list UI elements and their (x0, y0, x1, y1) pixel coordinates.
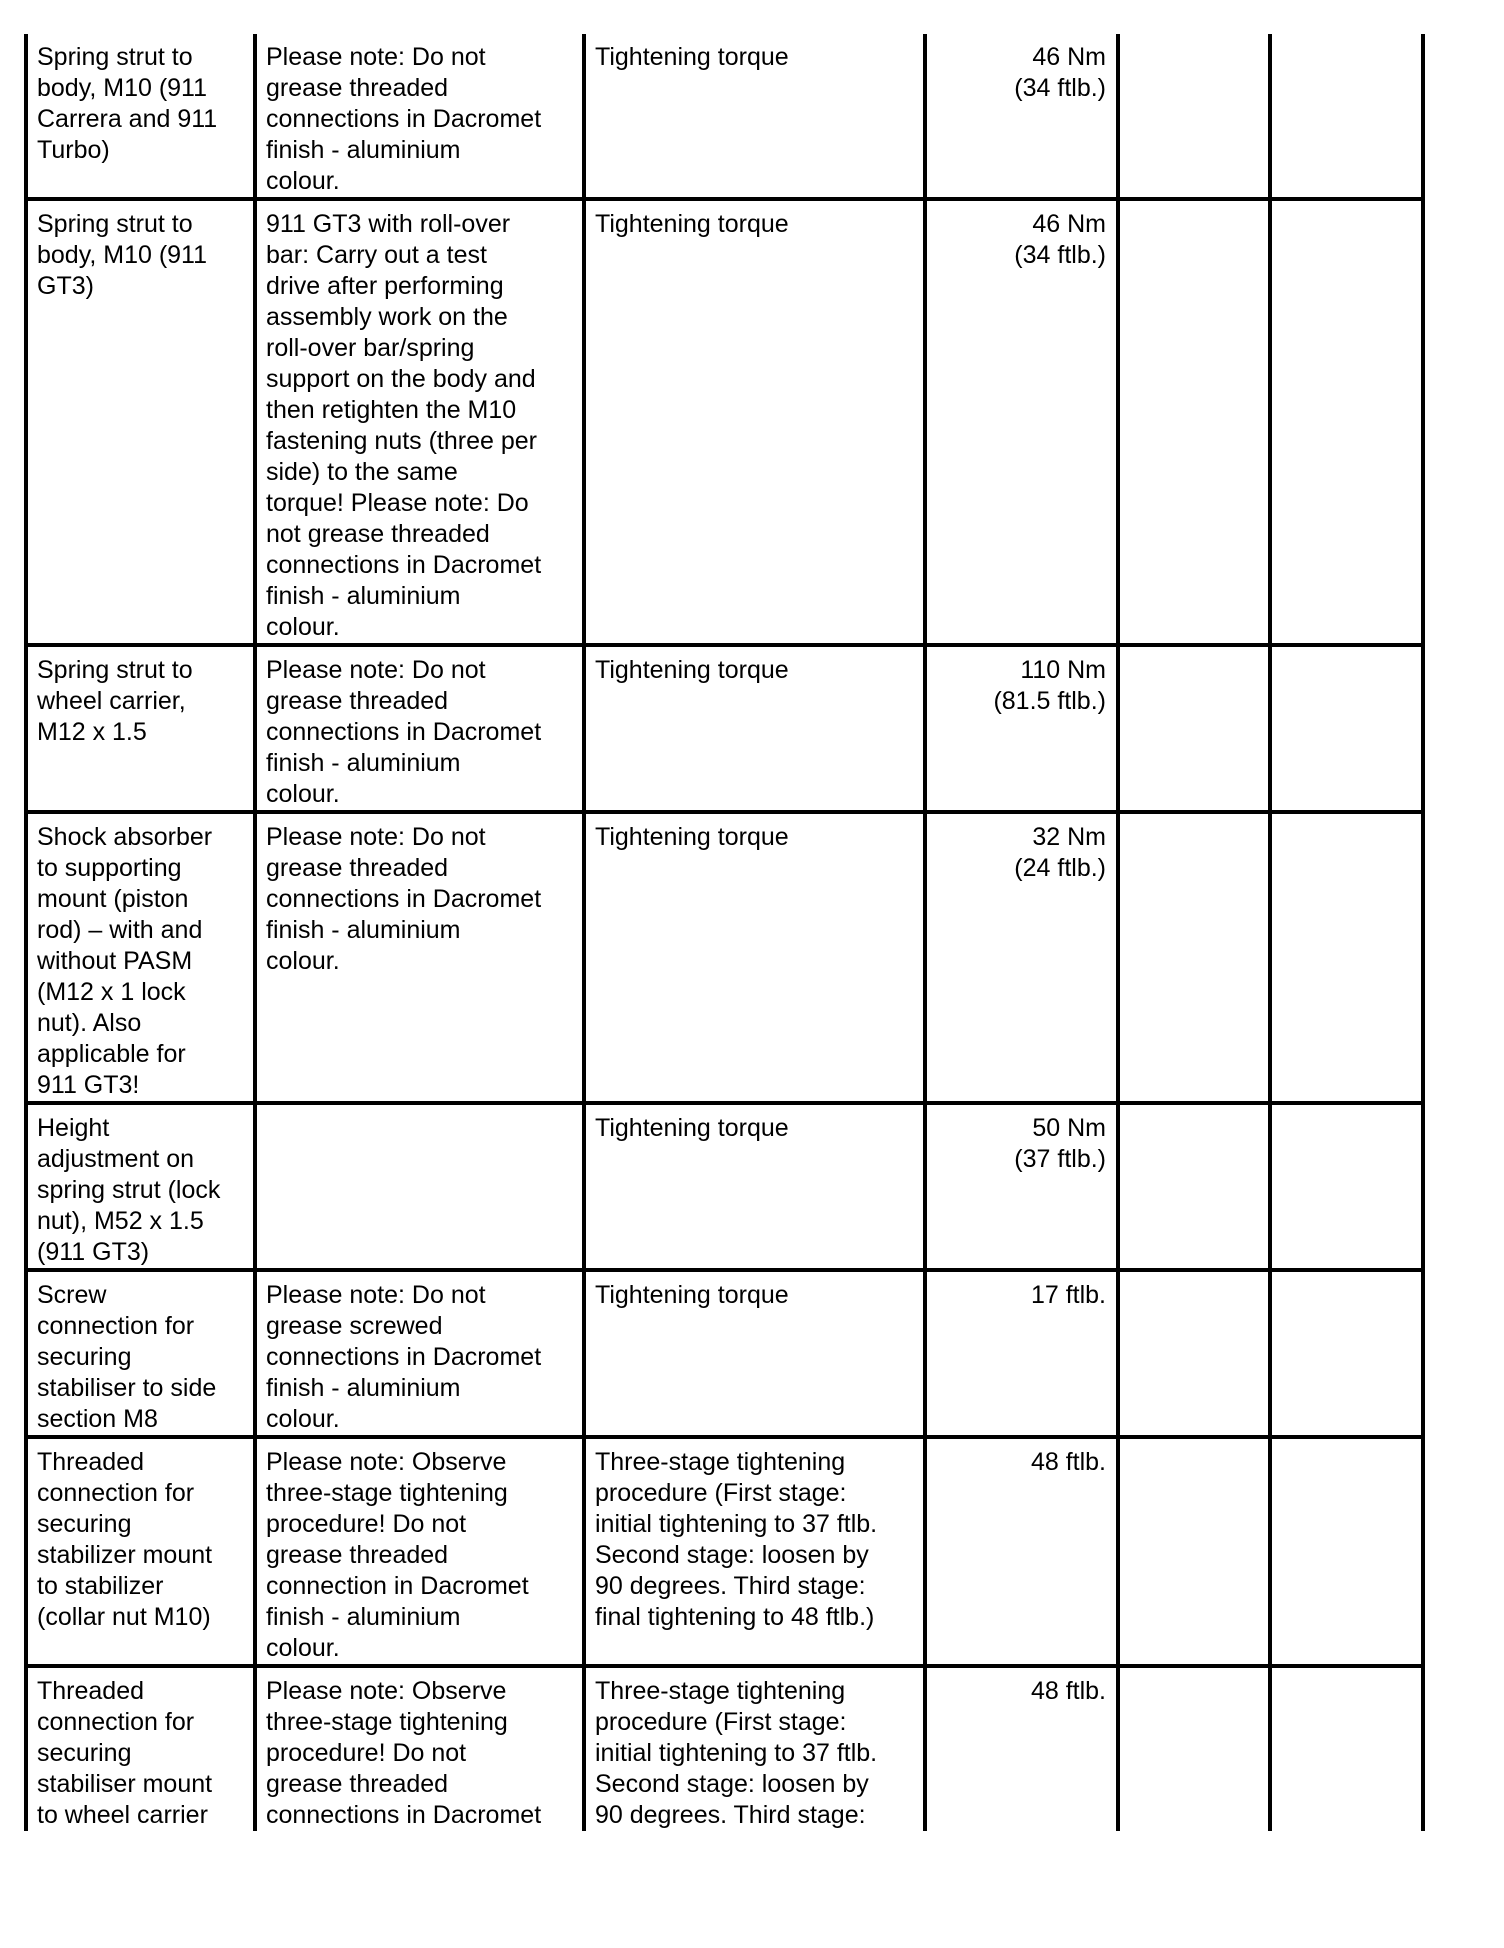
cell-text-line: Spring strut to (37, 210, 193, 238)
empty-cell-5 (1118, 1437, 1270, 1666)
cell-text-line: 911 GT3! (37, 1071, 140, 1099)
cell-text-line: connections in Dacromet (266, 1343, 542, 1371)
cell-text-line: side) to the same (266, 458, 458, 486)
cell-text-line: drive after performing (266, 272, 504, 300)
cell-text-line: nut), M52 x 1.5 (37, 1207, 204, 1235)
empty-cell-6 (1270, 199, 1423, 645)
cell-text-line: (37 ftlb.) (1014, 1145, 1106, 1173)
cell-text-line: Tightening torque (595, 43, 789, 71)
empty-cell-6 (1270, 34, 1423, 199)
cell-text-line: Tightening torque (595, 1281, 789, 1309)
cell-text-line: three-stage tightening (266, 1479, 508, 1507)
cell-text-line: GT3) (37, 272, 94, 300)
cell-text-line: finish - aluminium (266, 1603, 461, 1631)
empty-cell-5 (1118, 1666, 1270, 1831)
component-cell (26, 1437, 255, 1666)
note-cell (255, 34, 584, 199)
empty-cell-5 (1118, 812, 1270, 1103)
cell-text-line: body, M10 (911 (37, 241, 208, 269)
cell-text-line: (34 ftlb.) (1014, 74, 1106, 102)
cell-text-line: to wheel carrier (37, 1801, 208, 1829)
cell-text-line: initial tightening to 37 ftlb. (595, 1739, 878, 1767)
cell-text-line: Please note: Do not (266, 1281, 486, 1309)
cell-text-line: 110 Nm (1020, 656, 1106, 684)
cell-text-line: stabiliser mount (37, 1770, 213, 1798)
table-row (26, 812, 1423, 1103)
cell-text-line: connections in Dacromet (266, 105, 542, 133)
cell-text-line: nut). Also (37, 1009, 142, 1037)
cell-text-line: spring strut (lock (37, 1176, 221, 1204)
cell-text-line: Second stage: loosen by (595, 1770, 869, 1798)
cell-text-line: Please note: Observe (266, 1448, 507, 1476)
torque-type-cell (584, 1666, 925, 1831)
empty-cell-5 (1118, 1270, 1270, 1437)
cell-text-line: finish - aluminium (266, 749, 461, 777)
cell-text-line: Three-stage tightening (595, 1448, 846, 1476)
cell-text-line: (24 ftlb.) (1014, 854, 1106, 882)
cell-text-line: colour. (266, 613, 340, 641)
note-cell (255, 199, 584, 645)
cell-text-line: section M8 (37, 1405, 158, 1433)
cell-text-line: procedure! Do not (266, 1739, 467, 1767)
empty-cell-6 (1270, 1666, 1423, 1831)
cell-text-line: securing (37, 1343, 132, 1371)
empty-cell-6 (1270, 1270, 1423, 1437)
empty-cell-5 (1118, 199, 1270, 645)
note-cell (255, 1270, 584, 1437)
cell-text-line: to stabilizer (37, 1572, 164, 1600)
table-row (26, 1666, 1423, 1831)
torque-type-cell (584, 1270, 925, 1437)
torque-type-cell (584, 1103, 925, 1270)
cell-text-line: connections in Dacromet (266, 885, 542, 913)
note-cell (255, 645, 584, 812)
cell-text-line: 911 GT3 with roll-over (266, 210, 511, 238)
torque-spec-table (24, 34, 1425, 1831)
cell-text-line: Three-stage tightening (595, 1677, 846, 1705)
cell-text-line: without PASM (37, 947, 193, 975)
cell-text-line: grease threaded (266, 1541, 449, 1569)
cell-text-line: Shock absorber (37, 823, 213, 851)
cell-text-line: grease threaded (266, 687, 449, 715)
empty-cell-6 (1270, 1103, 1423, 1270)
cell-text-line: 48 ftlb. (1030, 1448, 1106, 1476)
cell-text-line: 32 Nm (1032, 823, 1106, 851)
table-row (26, 199, 1423, 645)
cell-text-line: 90 degrees. Third stage: (595, 1801, 866, 1829)
component-cell (26, 645, 255, 812)
component-cell (26, 199, 255, 645)
empty-cell-6 (1270, 812, 1423, 1103)
cell-text-line: rod) – with and (37, 916, 203, 944)
cell-text-line: colour. (266, 1405, 340, 1433)
note-cell (255, 1666, 584, 1831)
cell-text-line: Spring strut to (37, 43, 193, 71)
cell-text-line: torque! Please note: Do (266, 489, 529, 517)
torque-value-cell (925, 199, 1118, 645)
table-body (26, 34, 1423, 1831)
note-cell (255, 812, 584, 1103)
cell-text-line: Turbo) (37, 136, 110, 164)
empty-cell-6 (1270, 1437, 1423, 1666)
cell-text-line: procedure (First stage: (595, 1479, 847, 1507)
torque-value-cell (925, 1270, 1118, 1437)
empty-cell-5 (1118, 1103, 1270, 1270)
cell-text-line: finish - aluminium (266, 1374, 461, 1402)
cell-text-line: 46 Nm (1032, 43, 1106, 71)
table-row (26, 1270, 1423, 1437)
table-row (26, 34, 1423, 199)
cell-text-line: (911 GT3) (37, 1238, 150, 1266)
torque-type-cell (584, 199, 925, 645)
torque-value-cell (925, 645, 1118, 812)
cell-text-line: to supporting (37, 854, 182, 882)
cell-text-line: Screw (37, 1281, 107, 1309)
empty-cell-5 (1118, 645, 1270, 812)
table-row (26, 1103, 1423, 1270)
cell-text-line: assembly work on the (266, 303, 508, 331)
cell-text-line: connection for (37, 1708, 195, 1736)
cell-text-line: adjustment on (37, 1145, 195, 1173)
torque-type-cell (584, 1437, 925, 1666)
cell-text-line: then retighten the M10 (266, 396, 517, 424)
cell-text-line: 17 ftlb. (1030, 1281, 1106, 1309)
cell-text-line: grease screwed (266, 1312, 443, 1340)
cell-text-line: securing (37, 1510, 132, 1538)
cell-text-line: 48 ftlb. (1030, 1677, 1106, 1705)
component-cell (26, 1666, 255, 1831)
cell-text-line: three-stage tightening (266, 1708, 508, 1736)
note-cell (255, 1437, 584, 1666)
empty-cell-6 (1270, 645, 1423, 812)
cell-text-line: wheel carrier, (37, 687, 186, 715)
cell-text-line: colour. (266, 167, 340, 195)
cell-text-line: applicable for (37, 1040, 186, 1068)
component-cell (26, 1270, 255, 1437)
cell-text-line: Spring strut to (37, 656, 193, 684)
cell-text-line: Tightening torque (595, 1114, 789, 1142)
cell-text-line: (34 ftlb.) (1014, 241, 1106, 269)
cell-text-line: procedure (First stage: (595, 1708, 847, 1736)
cell-text-line: colour. (266, 947, 340, 975)
cell-text-line: procedure! Do not (266, 1510, 467, 1538)
cell-text-line: stabiliser to side (37, 1374, 217, 1402)
cell-text-line: connections in Dacromet (266, 551, 542, 579)
cell-text-line: bar: Carry out a test (266, 241, 487, 269)
cell-text-line: (M12 x 1 lock (37, 978, 186, 1006)
cell-text-line: Please note: Do not (266, 656, 486, 684)
table-row (26, 1437, 1423, 1666)
cell-text-line: colour. (266, 780, 340, 808)
cell-text-line: Please note: Do not (266, 43, 486, 71)
cell-text-line: Tightening torque (595, 656, 789, 684)
cell-text-line: 90 degrees. Third stage: (595, 1572, 866, 1600)
cell-text-line: mount (piston (37, 885, 189, 913)
cell-text-line: Tightening torque (595, 823, 789, 851)
cell-text-line: Threaded (37, 1448, 145, 1476)
cell-text-line: connection for (37, 1312, 195, 1340)
component-cell (26, 34, 255, 199)
cell-text-line: fastening nuts (three per (266, 427, 537, 455)
torque-type-cell (584, 645, 925, 812)
torque-value-cell (925, 34, 1118, 199)
note-cell (255, 1103, 584, 1270)
cell-text-line: finish - aluminium (266, 136, 461, 164)
empty-cell-5 (1118, 34, 1270, 199)
table-row (26, 645, 1423, 812)
cell-text-line: Please note: Observe (266, 1677, 507, 1705)
cell-text-line: connections in Dacromet (266, 718, 542, 746)
cell-text-line: support on the body and (266, 365, 536, 393)
torque-value-cell (925, 1103, 1118, 1270)
component-cell (26, 812, 255, 1103)
cell-text-line: connection in Dacromet (266, 1572, 529, 1600)
cell-text-line: final tightening to 48 ftlb.) (595, 1603, 875, 1631)
cell-text-line: roll-over bar/spring (266, 334, 475, 362)
torque-type-cell (584, 812, 925, 1103)
cell-text-line: not grease threaded (266, 520, 490, 548)
cell-text-line: finish - aluminium (266, 582, 461, 610)
cell-text-line: Threaded (37, 1677, 145, 1705)
torque-type-cell (584, 34, 925, 199)
cell-text-line: 50 Nm (1032, 1114, 1106, 1142)
cell-text-line: Please note: Do not (266, 823, 486, 851)
cell-text-line: grease threaded (266, 854, 449, 882)
cell-text-line: colour. (266, 1634, 340, 1662)
cell-text-line: (collar nut M10) (37, 1603, 211, 1631)
cell-text-line: Second stage: loosen by (595, 1541, 869, 1569)
cell-text-line: connection for (37, 1479, 195, 1507)
cell-text-line: securing (37, 1739, 132, 1767)
cell-text-line: body, M10 (911 (37, 74, 208, 102)
torque-value-cell (925, 1666, 1118, 1831)
cell-text-line: Height (37, 1114, 110, 1142)
cell-text-line: M12 x 1.5 (37, 718, 147, 746)
cell-text-line: Tightening torque (595, 210, 789, 238)
component-cell (26, 1103, 255, 1270)
cell-text-line: Carrera and 911 (37, 105, 218, 133)
torque-value-cell (925, 812, 1118, 1103)
cell-text-line: grease threaded (266, 1770, 449, 1798)
torque-value-cell (925, 1437, 1118, 1666)
cell-text-line: initial tightening to 37 ftlb. (595, 1510, 878, 1538)
cell-text-line: (81.5 ftlb.) (993, 687, 1106, 715)
cell-text-line: stabilizer mount (37, 1541, 213, 1569)
cell-text-line: grease threaded (266, 74, 449, 102)
cell-text-line: connections in Dacromet (266, 1801, 542, 1829)
cell-text-line: finish - aluminium (266, 916, 461, 944)
cell-text-line: 46 Nm (1032, 210, 1106, 238)
